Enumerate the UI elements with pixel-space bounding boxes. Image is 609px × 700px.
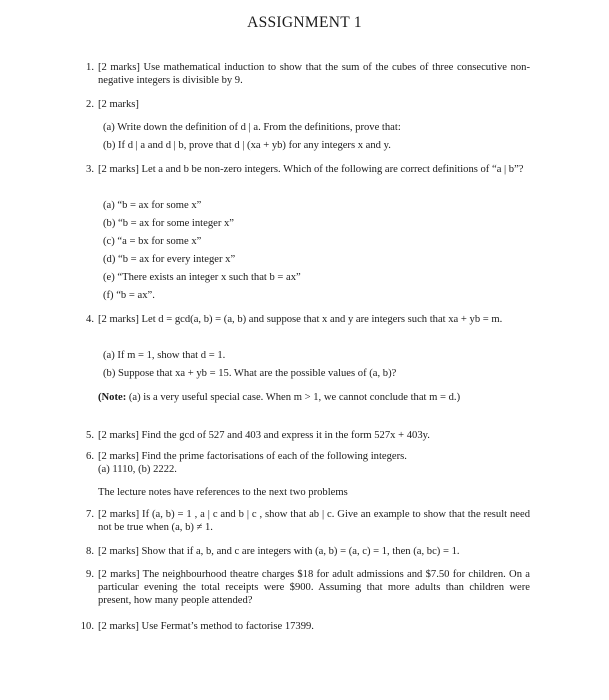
question-text: [2 marks] Let d = gcd(a, b) = (a, b) and suppose that x and y are integers such that xa + yb = m.: [98, 314, 503, 325]
question-text: [2 marks] Find the prime factorisations of each of the following integers.: [98, 451, 407, 462]
question-9: [78, 568, 530, 608]
question-number: 7.: [86, 509, 94, 520]
question-8: [78, 545, 530, 558]
question-text: [2 marks] Let a and b be non-zero integers. Which of the following are correct definitions of “a | b”?: [98, 164, 524, 175]
question-3-part-e: (e) “There exists an integer x such that b = ax”: [103, 272, 301, 283]
question-number: 6.: [86, 451, 94, 462]
question-3-part-a: (a) “b = ax for some x”: [103, 200, 202, 211]
question-number: 3.: [86, 164, 94, 175]
question-7: [78, 508, 530, 534]
question-number: 8.: [86, 546, 94, 557]
question-3: [78, 163, 530, 176]
question-6-items: (a) 1110, (b) 2222.: [98, 464, 177, 476]
note-label: (Note:: [98, 392, 127, 403]
question-text: [2 marks] Find the gcd of 527 and 403 and express it in the form 527x + 403y.: [98, 430, 430, 441]
question-4-part-b: (b) Suppose that xa + yb = 15. What are the possible values of (a, b)?: [103, 368, 397, 379]
question-3-part-d: (d) “b = ax for every integer x”: [103, 254, 236, 265]
question-3-part-c: (c) “a = bx for some x”: [103, 236, 202, 247]
question-3-part-f: (f) “b = ax”.: [103, 290, 155, 301]
page-title: ASSIGNMENT 1: [247, 14, 362, 31]
question-number: 2.: [86, 99, 94, 110]
question-number: 5.: [86, 430, 94, 441]
question-text: [2 marks]: [98, 99, 139, 110]
question-2: [78, 98, 530, 111]
question-4: [78, 313, 530, 326]
question-2-part-a: (a) Write down the definition of d | a. From the definitions, prove that:: [103, 122, 401, 133]
question-text: [2 marks] If (a, b) = 1 , a | c and b | c , show that ab | c. Give an example to show that the result need not be true when (a, b) ≠ 1.: [98, 509, 530, 534]
question-3-part-b: (b) “b = ax for some integer x”: [103, 218, 234, 229]
question-4-part-a: (a) If m = 1, show that d = 1.: [103, 350, 226, 361]
question-text: [2 marks] The neighbourhood theatre charges $18 for adult admissions and $7.50 for children. On a particular evening the total receipts were $900. Assuming that more adults than children were present, how many people attended?: [98, 569, 530, 607]
question-text: [2 marks] Use mathematical induction to show that the sum of the cubes of three consecutive non-negative integers is divisible by 9.: [98, 62, 530, 87]
question-number: 4.: [86, 314, 94, 325]
question-5: [78, 429, 530, 442]
question-2-part-b: (b) If d | a and d | b, prove that d | (xa + yb) for any integers x and y.: [103, 140, 391, 151]
question-text: [2 marks] Use Fermat’s method to factorise 17399.: [98, 621, 314, 632]
question-1: [78, 61, 530, 87]
question-number: 1.: [86, 62, 94, 73]
reference-note: The lecture notes have references to the next two problems: [98, 487, 348, 498]
question-4-note: [98, 391, 530, 404]
question-6: [78, 450, 530, 476]
question-number: 9.: [86, 569, 94, 580]
question-number: 10.: [80, 621, 94, 632]
note-text: (a) is a very useful special case. When m > 1, we cannot conclude that m = d.): [128, 392, 461, 403]
question-10: [78, 620, 530, 633]
question-text: [2 marks] Show that if a, b, and c are integers with (a, b) = (a, c) = 1, then (a, bc) = 1.: [98, 546, 460, 557]
